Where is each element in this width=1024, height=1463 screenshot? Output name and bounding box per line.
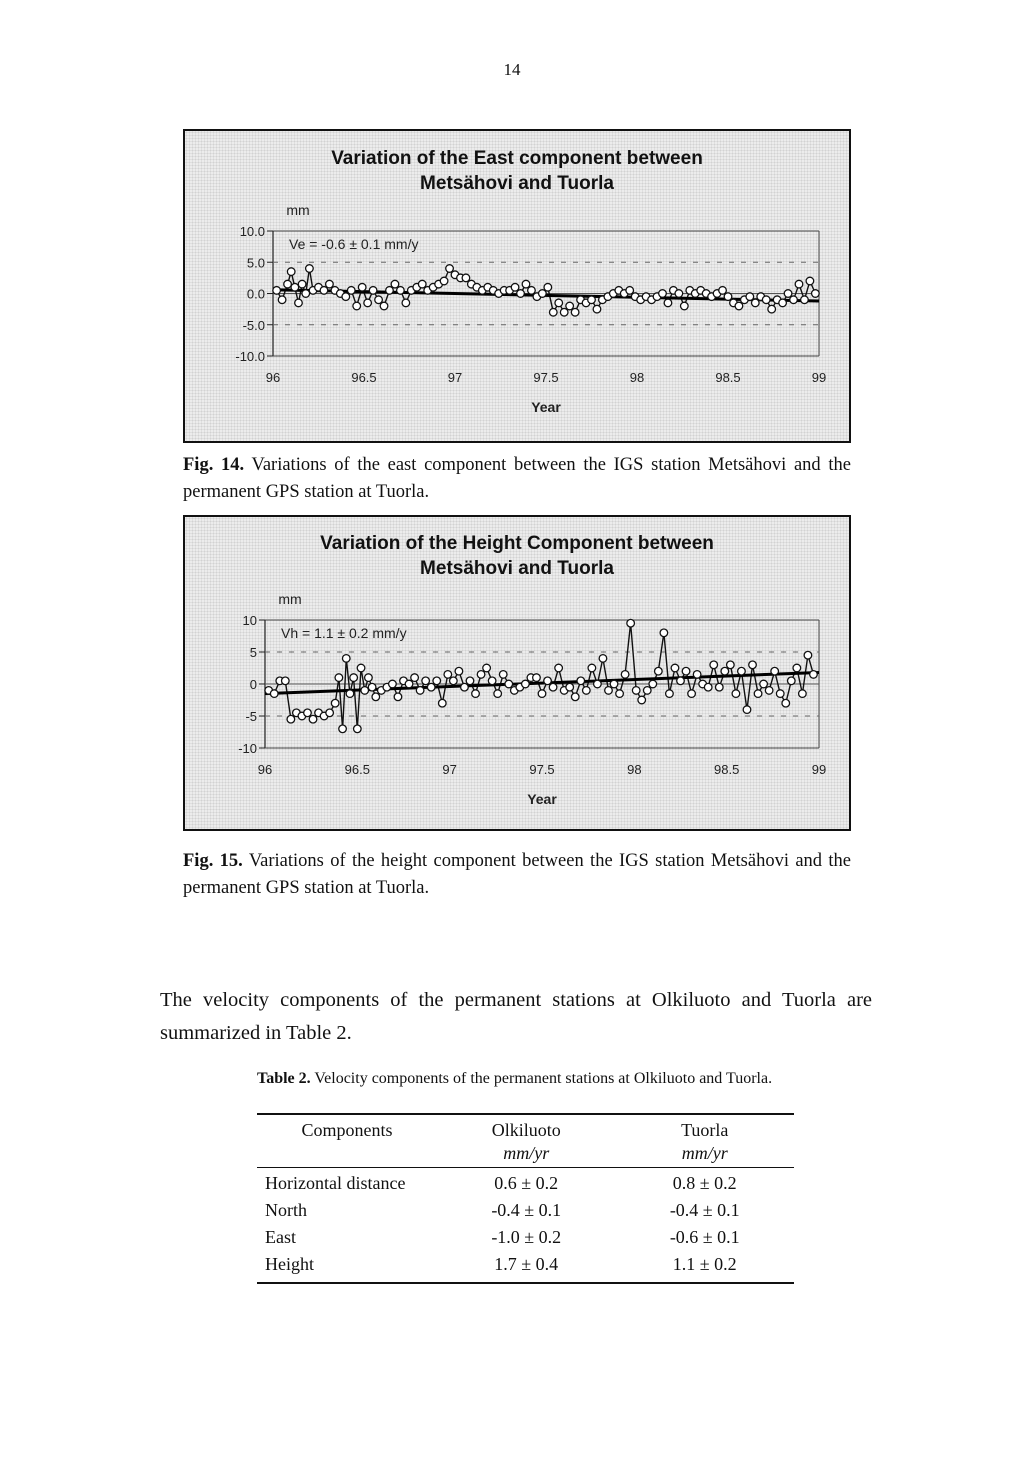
data-point (380, 302, 388, 310)
data-point (610, 680, 618, 688)
data-point (298, 280, 306, 288)
data-point (494, 690, 502, 698)
data-point (416, 687, 424, 695)
data-point (544, 283, 552, 291)
data-point (446, 265, 454, 273)
header-tuorla: Tuorla (681, 1120, 729, 1140)
tuorla-value: 0.8 ± 0.2 (672, 1173, 737, 1193)
data-point (539, 290, 547, 298)
data-point (743, 706, 751, 714)
data-point (715, 683, 723, 691)
data-point (405, 680, 413, 688)
data-point (320, 287, 328, 295)
data-point (555, 299, 563, 307)
data-point (354, 725, 362, 733)
data-point (782, 699, 790, 707)
data-point (765, 687, 773, 695)
x-axis-label: Year (531, 399, 561, 415)
data-point (616, 690, 624, 698)
table-row (257, 1168, 794, 1198)
olkiluoto-value: -0.4 ± 0.1 (491, 1200, 562, 1220)
data-point (461, 683, 469, 691)
tuorla-value: -0.6 ± 0.1 (669, 1227, 740, 1247)
data-point (544, 677, 552, 685)
data-point (505, 680, 513, 688)
data-point (335, 674, 343, 682)
data-point (810, 671, 818, 679)
data-point (659, 290, 667, 298)
data-point (402, 299, 410, 307)
y-tick-label: 10 (242, 613, 257, 628)
data-point (511, 283, 519, 291)
figure14-caption-text: Variations of the east component between the IGS station Metsähovi and the permanent GPS station at Tuorla. (183, 455, 851, 502)
data-point (522, 280, 530, 288)
data-point (771, 667, 779, 675)
data-point (577, 677, 585, 685)
x-tick-label: 96.5 (351, 370, 377, 385)
data-point (749, 661, 757, 669)
header-olkiluoto: Olkiluoto (491, 1120, 561, 1140)
x-axis-label: Year (527, 791, 557, 807)
data-point (671, 664, 679, 672)
data-point (477, 671, 485, 679)
y-tick-label: 10.0 (239, 224, 265, 239)
data-point (389, 680, 397, 688)
y-tick-label: 5.0 (246, 255, 265, 271)
data-point (304, 709, 312, 717)
data-point (427, 683, 435, 691)
data-point (727, 661, 735, 669)
data-point (270, 690, 278, 698)
x-tick-label: 97.5 (533, 370, 559, 385)
data-point (440, 277, 448, 285)
unit-olkiluoto: mm/yr (437, 1142, 616, 1168)
y-tick-label: 0.0 (246, 286, 265, 302)
velocity-table (257, 1113, 794, 1284)
data-point (302, 290, 310, 298)
y-tick-label: 0 (249, 677, 257, 692)
data-point (397, 287, 405, 295)
data-point (724, 293, 732, 301)
data-point (375, 296, 383, 304)
data-point (812, 290, 820, 298)
table-units-row (257, 1142, 794, 1168)
x-tick-label: 99 (811, 370, 827, 385)
data-point (681, 302, 689, 310)
data-point (719, 287, 727, 295)
data-point (291, 283, 299, 291)
data-point (806, 277, 814, 285)
data-point (368, 683, 376, 691)
data-point (372, 693, 380, 701)
data-point (649, 680, 657, 688)
data-point (779, 299, 787, 307)
y-tick-label: -5 (245, 709, 257, 724)
data-point (682, 667, 690, 675)
data-point (418, 280, 426, 288)
data-point (660, 629, 668, 637)
data-point (342, 655, 350, 663)
data-point (605, 687, 613, 695)
data-point (655, 667, 663, 675)
data-point (675, 290, 683, 298)
data-point (746, 293, 754, 301)
data-point (517, 290, 525, 298)
row-label: North (265, 1200, 307, 1220)
figure15-caption (183, 848, 851, 902)
data-point (784, 290, 792, 298)
table-row (257, 1197, 794, 1224)
data-point (357, 664, 365, 672)
data-point (422, 677, 430, 685)
x-tick-label: 97 (447, 370, 463, 385)
data-point (735, 302, 743, 310)
table-row (257, 1251, 794, 1283)
data-point (326, 709, 334, 717)
data-point (588, 664, 596, 672)
data-point (365, 674, 373, 682)
data-point (571, 308, 579, 316)
data-point (638, 696, 646, 704)
data-point (627, 619, 635, 627)
data-point (762, 296, 770, 304)
data-point (710, 661, 718, 669)
y-tick-label: -10.0 (235, 349, 265, 364)
data-point (788, 677, 796, 685)
x-tick-label: 97.5 (529, 762, 555, 777)
data-point (331, 699, 339, 707)
x-tick-label: 98.5 (715, 370, 741, 385)
data-point (768, 305, 776, 313)
data-point (273, 287, 281, 295)
data-point (588, 296, 596, 304)
x-tick-label: 98.5 (714, 762, 740, 777)
olkiluoto-value: -1.0 ± 0.2 (491, 1227, 562, 1247)
figure15-caption-label: Fig. 15. (183, 851, 243, 871)
data-point (287, 715, 295, 723)
data-point (488, 677, 496, 685)
data-point (309, 715, 317, 723)
data-point (455, 667, 463, 675)
data-point (621, 671, 629, 679)
data-point (555, 664, 563, 672)
chart-east-component (183, 129, 851, 443)
x-tick-label: 96 (257, 762, 273, 777)
data-point (688, 690, 696, 698)
data-point (347, 287, 355, 295)
data-point (560, 308, 568, 316)
data-point (361, 687, 369, 695)
data-point (342, 293, 350, 301)
body-paragraph: The velocity components of the permanent stations at Olkiluoto and Tuorla are summarized in Table 2. (160, 989, 872, 1044)
chart-title-line1: Variation of the East component between (331, 148, 703, 169)
table2-caption (257, 1070, 772, 1088)
figure15-caption-text: Variations of the height component between the IGS station Metsähovi and the permanent GPS station at Tuorla. (183, 851, 851, 898)
data-point (593, 305, 601, 313)
figure14-caption (183, 452, 851, 506)
data-point (566, 683, 574, 691)
data-point (533, 674, 541, 682)
unit-tuorla: mm/yr (616, 1142, 795, 1168)
data-point (693, 671, 701, 679)
olkiluoto-value: 0.6 ± 0.2 (494, 1173, 559, 1193)
data-point (721, 667, 729, 675)
table-row (257, 1224, 794, 1251)
data-point (358, 283, 366, 291)
data-point (738, 667, 746, 675)
data-point (626, 287, 634, 295)
data-point (571, 693, 579, 701)
velocity-annotation: Vh = 1.1 ± 0.2 mm/y (281, 625, 407, 641)
header-components: Components (301, 1120, 393, 1140)
table-header-row (257, 1114, 794, 1142)
chart-title-line1: Variation of the Height Component between (320, 533, 714, 554)
data-point (549, 683, 557, 691)
y-axis-label: mm (278, 591, 302, 607)
data-point (350, 674, 358, 682)
data-point (278, 296, 286, 304)
data-point (282, 677, 290, 685)
data-point (801, 296, 809, 304)
data-point (287, 268, 295, 276)
data-point (364, 299, 372, 307)
data-point (599, 655, 607, 663)
tuorla-value: 1.1 ± 0.2 (672, 1254, 737, 1274)
figure14-caption-label: Fig. 14. (183, 455, 245, 475)
data-point (799, 690, 807, 698)
data-point (790, 296, 798, 304)
data-point (549, 308, 557, 316)
table2-caption-text: Velocity components of the permanent stations at Olkiluoto and Tuorla. (314, 1070, 773, 1087)
x-tick-label: 98 (629, 370, 645, 385)
chart-title-line2: Metsähovi and Tuorla (420, 173, 614, 194)
data-point (386, 287, 394, 295)
x-tick-label: 96 (265, 370, 281, 385)
data-point (776, 690, 784, 698)
data-point (632, 687, 640, 695)
data-point (394, 693, 402, 701)
data-point (754, 690, 762, 698)
data-point (346, 690, 354, 698)
y-tick-label: -5.0 (242, 317, 265, 333)
data-point (528, 287, 536, 295)
data-point (793, 664, 801, 672)
y-tick-label: -10 (238, 741, 257, 756)
x-tick-label: 98 (627, 762, 642, 777)
data-point (295, 299, 303, 307)
data-point (804, 651, 812, 659)
data-point (566, 302, 574, 310)
data-point (795, 280, 803, 288)
x-tick-label: 99 (811, 762, 827, 777)
data-point (450, 677, 458, 685)
data-point (433, 677, 441, 685)
data-point (369, 287, 377, 295)
y-tick-label: 5 (249, 645, 257, 660)
data-point (752, 299, 760, 307)
data-point (284, 280, 292, 288)
tuorla-value: -0.4 ± 0.1 (669, 1200, 740, 1220)
data-point (306, 265, 314, 273)
data-point (411, 674, 419, 682)
data-point (499, 671, 507, 679)
table2-caption-label: Table 2. (257, 1070, 311, 1087)
chart-title-line2: Metsähovi and Tuorla (420, 558, 614, 579)
data-point (472, 690, 480, 698)
data-point (677, 677, 685, 685)
data-point (666, 690, 674, 698)
data-point (339, 725, 347, 733)
y-axis-label: mm (286, 202, 310, 218)
x-tick-label: 96.5 (344, 762, 370, 777)
data-point (583, 687, 591, 695)
data-point (522, 680, 530, 688)
data-point (462, 274, 470, 282)
data-point (466, 677, 474, 685)
row-label: East (265, 1227, 296, 1247)
data-point (444, 671, 452, 679)
chart-height-component (183, 515, 851, 831)
data-point (483, 664, 491, 672)
row-label: Height (265, 1254, 314, 1274)
data-point (538, 690, 546, 698)
data-point (326, 280, 334, 288)
data-point (438, 699, 446, 707)
data-point (353, 302, 361, 310)
data-point (594, 680, 602, 688)
row-label: Horizontal distance (265, 1173, 406, 1193)
data-point (643, 687, 651, 695)
data-point (704, 683, 712, 691)
x-tick-label: 97 (442, 762, 457, 777)
data-point (760, 680, 768, 688)
data-point (391, 280, 399, 288)
unit-components (257, 1142, 437, 1168)
velocity-annotation: Ve = -0.6 ± 0.1 mm/y (289, 236, 419, 252)
olkiluoto-value: 1.7 ± 0.4 (494, 1254, 559, 1274)
data-point (664, 299, 672, 307)
page-number: 14 (503, 60, 521, 79)
data-point (732, 690, 740, 698)
